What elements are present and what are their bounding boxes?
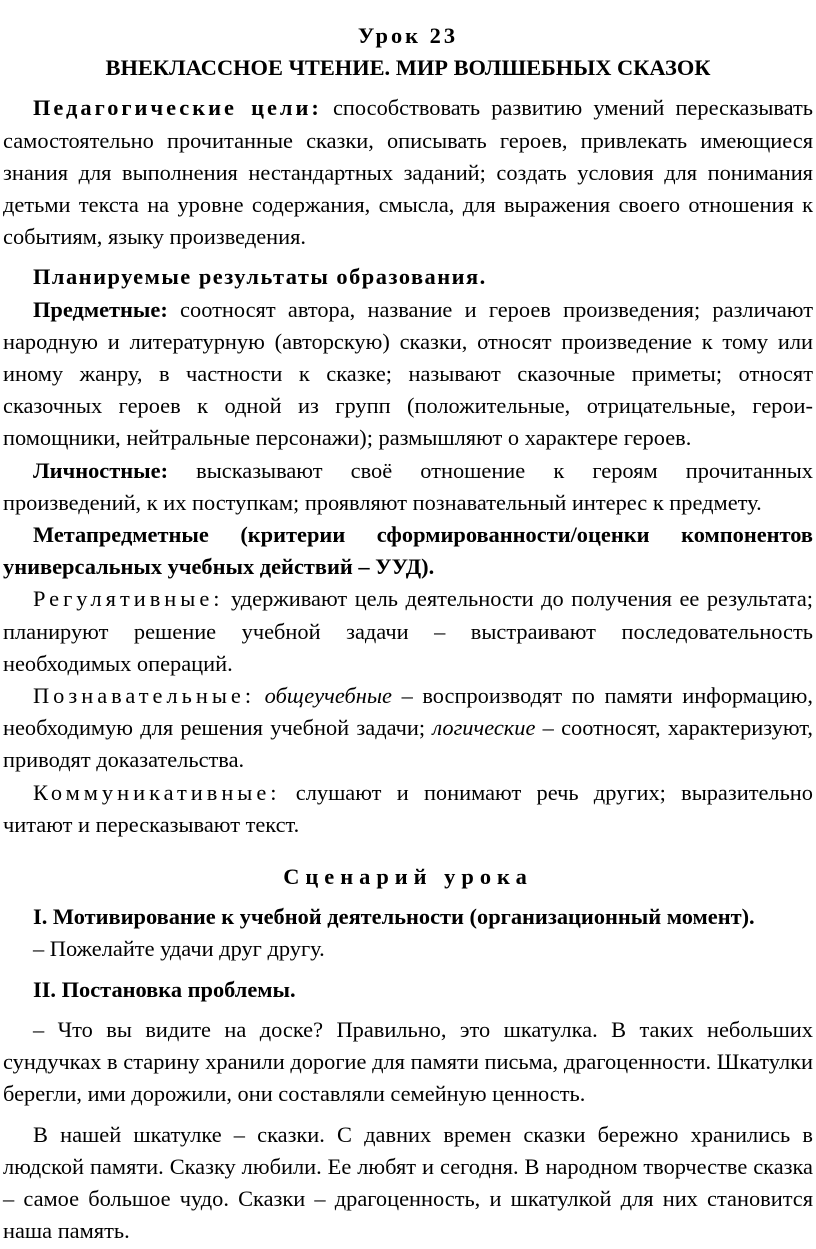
meta-heading: Метапредметные (критерии сформированности/оценки компонентов универсальных учебных действий – УУД). xyxy=(3,522,813,580)
section2-paragraph-2: В нашей шкатулке – сказки. С давних времен сказки бережно хранились в людской памяти. Сказку любили. Ее любят и сегодня. В народном творчестве сказка – самое большое чудо. Сказки – драгоценность, и шкатулкой для них становится наша память. xyxy=(3,1121,813,1244)
section1-text: – Пожелайте удачи друг другу. xyxy=(33,936,325,962)
personal-label: Личностные: xyxy=(33,457,169,483)
cognitive-label: Познавательные: xyxy=(33,683,256,709)
results-heading: Планируемые результаты образования. xyxy=(33,264,487,290)
subject-results-paragraph xyxy=(3,294,813,455)
cognitive-paragraph xyxy=(3,680,813,777)
personal-text: высказывают своё отношение к героям прочитанных произведений, к их поступкам; проявляют познавательный интерес к предмету. xyxy=(3,457,813,515)
lesson-title: Урок 23 xyxy=(357,23,459,48)
goals-paragraph xyxy=(3,92,813,253)
cognitive-text2: – соотносят, характеризуют, приводят доказательства. xyxy=(3,715,813,773)
regulative-label: Регулятивные: xyxy=(33,586,224,612)
communicative-text: слушают и понимают речь других; выразительно читают и пересказывают текст. xyxy=(3,779,813,837)
goals-label: Педагогические цели: xyxy=(33,95,322,121)
cognitive-general: общеучебные xyxy=(264,683,392,709)
goals-text: способствовать развитию умений пересказывать самостоятельно прочитанные сказки, описывать героев, привлекать имеющиеся знания для выполнения нестандартных заданий; создать условия для понимания детьми текста на уровне содержания, смысла, для выражения своего отношения к событиям, языку произведения. xyxy=(3,95,813,250)
cognitive-text1: – воспроизводят по памяти информацию, необходимую для решения учебной задачи; xyxy=(3,683,813,741)
cognitive-logical: логические xyxy=(432,715,536,741)
scenario-heading: Сценарий урока xyxy=(283,864,533,890)
communicative-label: Коммуникативные: xyxy=(33,779,281,805)
subject-label: Предметные: xyxy=(33,296,168,322)
section1-title: I. Мотивирование к учебной деятельности (организационный момент). xyxy=(33,904,755,930)
section2-title: II. Постановка проблемы. xyxy=(33,976,296,1002)
subject-text: соотносят автора, название и героев произведения; различают народную и литературную (авторскую) сказки, относят произведение к тому или иному жанру, в частности к сказке; называют сказочные приметы; относят сказочных героев к одной из групп (положительные, отрицательные, герои-помощники, нейтральные персонажи); размышляют о характере героев. xyxy=(3,296,813,451)
communicative-paragraph xyxy=(3,777,813,841)
lesson-subtitle: ВНЕКЛАССНОЕ ЧТЕНИЕ. МИР ВОЛШЕБНЫХ СКАЗОК xyxy=(105,55,711,81)
regulative-text: удерживают цель деятельности до получения ее результата; планируют решение учебной задачи – выстраивают последовательность необходимых операций. xyxy=(3,586,813,676)
section2-paragraph-1: – Что вы видите на доске? Правильно, это шкатулка. В таких небольших сундучках в старину хранили дорогие для памяти письма, драгоценности. Шкатулки берегли, ими дорожили, они составляли семейную ценность. xyxy=(3,1016,813,1107)
personal-results-paragraph xyxy=(3,455,813,519)
regulative-paragraph xyxy=(3,583,813,680)
